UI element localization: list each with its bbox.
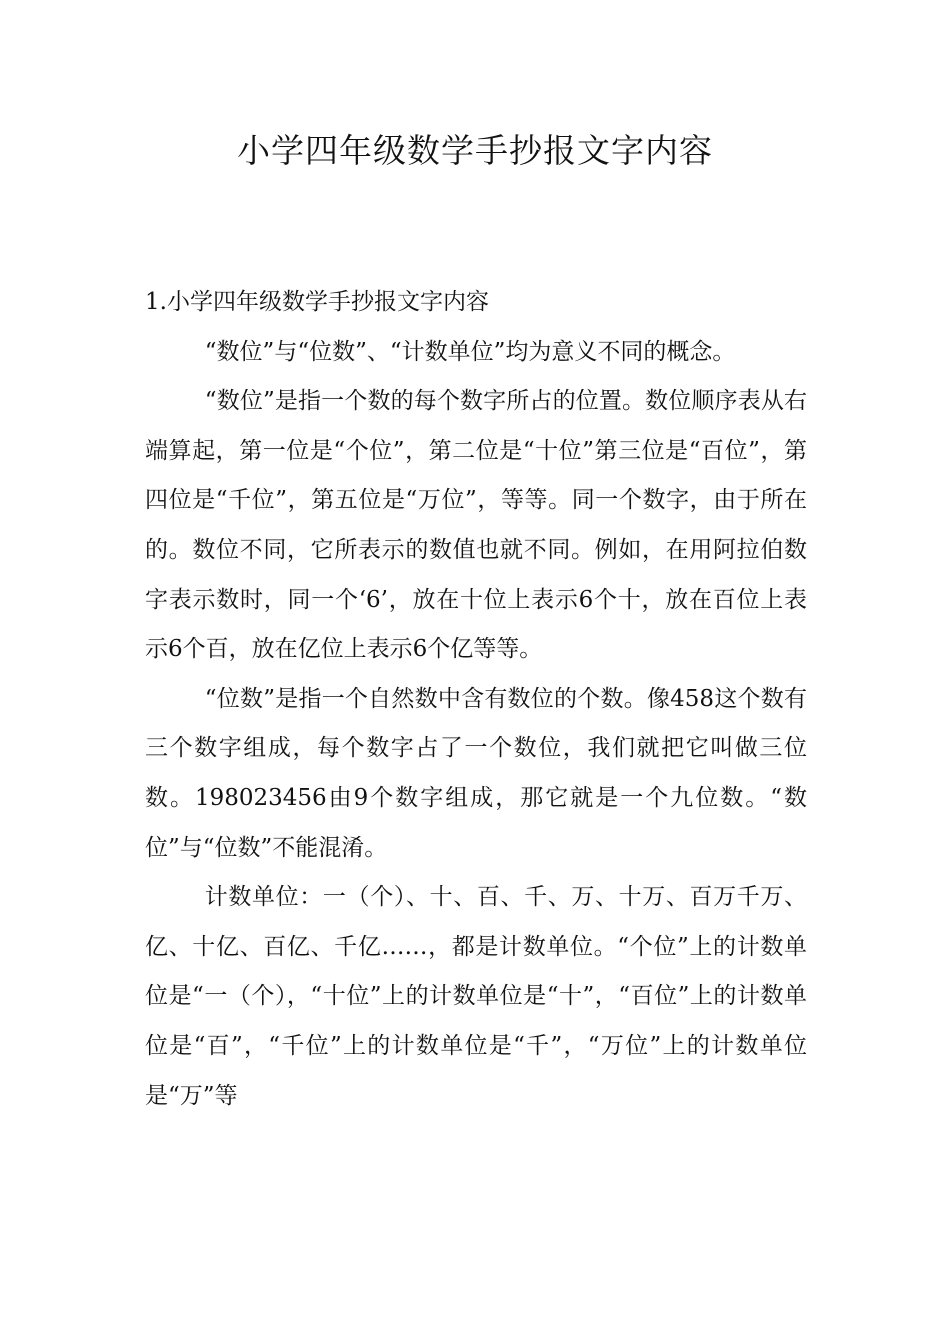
section-heading: 1.小学四年级数学手抄报文字内容	[145, 289, 489, 315]
paragraph-counting-units: 计数单位：一（个）、十、百、千、万、十万、百万千万、亿、十亿、百亿、千亿……，都是计数单位。“个位”上的计数单位是“一（个），“十位”上的计数单位是“十”，“百位”上的计数单位是“百”，“千位”上的计数单位是“千”，“万位”上的计数单位是“万”等	[145, 884, 807, 1109]
paragraph-concepts-intro: “数位”与“位数”、“计数单位”均为意义不同的概念。	[204, 338, 736, 365]
document-title: 小学四年级数学手抄报文字内容	[237, 131, 713, 170]
paragraph-number-of-digits: “位数”是指一个自然数中含有数位的个数。像458这个数有三个数字组成，每个数字占了一个数位，我们就把它叫做三位数。198023456由9个数字组成，那它就是一个九位数。“数位”与“位数”不能混淆。	[145, 685, 807, 861]
paragraph-digit-place: “数位”是指一个数的每个数字所占的位置。数位顺序表从右端算起，第一位是“个位”，第二位是“十位”第三位是“百位”，第四位是“千位”，第五位是“万位”，等等。同一个数字，由于所在的。数位不同，它所表示的数值也就不同。例如，在用阿拉伯数字表示数时，同一个‘6’，放在十位上表示6个十，放在百位上表示6个百，放在亿位上表示6个亿等等。	[145, 388, 807, 663]
document-body	[145, 278, 807, 1121]
